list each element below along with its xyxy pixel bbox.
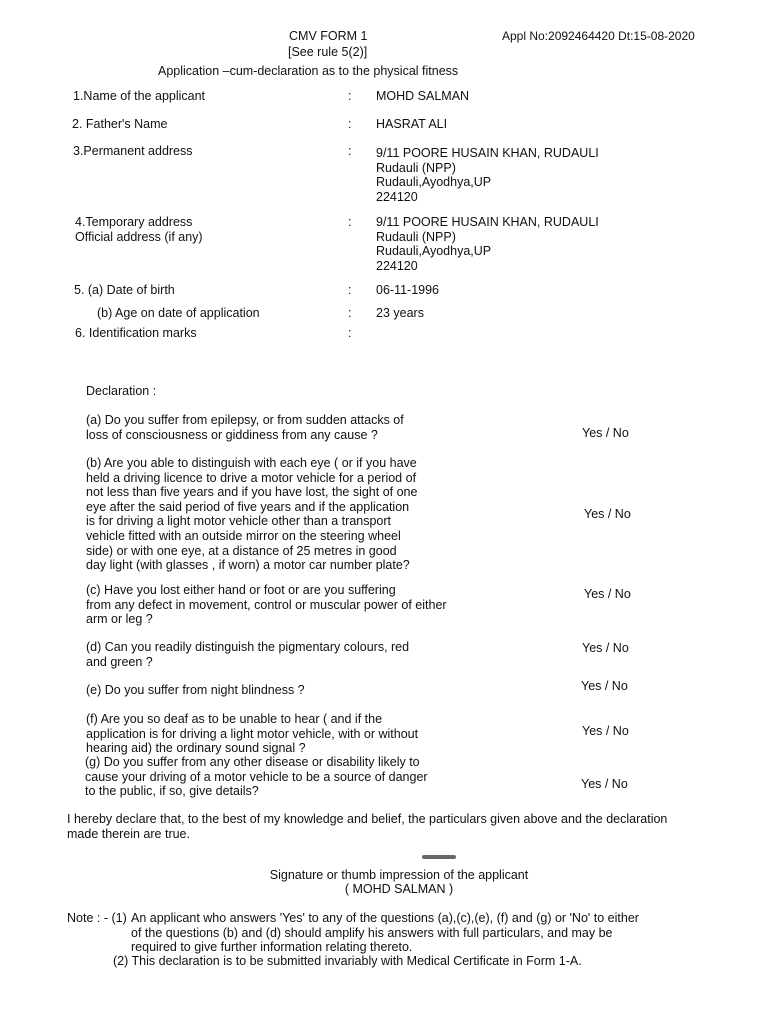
colon: : <box>348 215 352 229</box>
note-item-1: An applicant who answers 'Yes' to any of the questions (a),(c),(e), (f) and (g) or 'No' to either of the questions (b) and (d) should amplify his answers with full particulars, and may be required to give further information relating thereto. <box>131 911 639 955</box>
name-value: MOHD SALMAN <box>376 89 470 103</box>
colon: : <box>348 283 352 297</box>
form-title: CMV FORM 1 <box>289 29 368 43</box>
note-item-2: (2) This declaration is to be submitted invariably with Medical Certificate in Form 1-A. <box>113 954 582 968</box>
declaration-statement: I hereby declare that, to the best of my knowledge and belief, the particulars given above and the declaration made therein are true. <box>67 812 668 841</box>
date-of-birth-label: 5. (a) Date of birth <box>74 283 175 297</box>
question-b: (b) Are you able to distinguish with each eye ( or if you have held a driving licence to drive a motor vehicle for a period of not less than five years and if you have lost, the sight of one eye after the said period of five years and if the application is for driving a light motor vehicle other than a transport vehicle fitted with an outside mirror on the steering wheel side) or with one eye, at a distance of 25 metres in good day light (with glasses , if worn) a motor car number plate? <box>86 456 418 573</box>
age-label: (b) Age on date of application <box>97 306 260 320</box>
age-value: 23 years <box>376 306 424 320</box>
question-f: (f) Are you so deaf as to be unable to hear ( and if the application is for driving a light motor vehicle, with or without hearing aid) the ordinary sound signal ? <box>86 712 419 756</box>
answer-c: Yes / No <box>584 587 631 601</box>
signature-label: Signature or thumb impression of the applicant <box>269 868 529 882</box>
permanent-address-value: 9/11 POORE HUSAIN KHAN, RUDAULI Rudauli (NPP) Rudauli,Ayodhya,UP 224120 <box>376 146 599 204</box>
answer-g: Yes / No <box>581 777 628 791</box>
declaration-heading: Declaration : <box>86 384 157 398</box>
colon: : <box>348 326 352 340</box>
name-label: 1.Name of the applicant <box>73 89 206 103</box>
question-e: (e) Do you suffer from night blindness ? <box>86 683 305 697</box>
father-name-value: HASRAT ALI <box>376 117 448 131</box>
question-d: (d) Can you readily distinguish the pigmentary colours, red and green ? <box>86 640 410 669</box>
form-subtitle: Application –cum-declaration as to the physical fitness <box>158 64 459 78</box>
identification-marks-label: 6. Identification marks <box>75 326 197 340</box>
temporary-address-label: 4.Temporary address Official address (if any) <box>75 215 203 244</box>
question-c: (c) Have you lost either hand or foot or are you suffering from any defect in movement, control or muscular power of either arm or leg ? <box>86 583 447 627</box>
answer-a: Yes / No <box>582 426 629 440</box>
question-g: (g) Do you suffer from any other disease or disability likely to cause your driving of a motor vehicle to be a source of danger to the public, if so, give details? <box>85 755 428 799</box>
father-name-label: 2. Father's Name <box>72 117 168 131</box>
question-a: (a) Do you suffer from epilepsy, or from sudden attacks of loss of consciousness or giddiness from any cause ? <box>86 413 404 442</box>
temporary-address-value: 9/11 POORE HUSAIN KHAN, RUDAULI Rudauli (NPP) Rudauli,Ayodhya,UP 224120 <box>376 215 599 273</box>
rule-reference: [See rule 5(2)] <box>288 45 368 59</box>
colon: : <box>348 89 352 103</box>
note-prefix: Note : - (1) <box>67 911 127 925</box>
answer-b: Yes / No <box>584 507 631 521</box>
answer-e: Yes / No <box>581 679 628 693</box>
signature-mark <box>422 855 456 859</box>
colon: : <box>348 117 352 131</box>
answer-f: Yes / No <box>582 724 629 738</box>
colon: : <box>348 144 352 158</box>
answer-d: Yes / No <box>582 641 629 655</box>
colon: : <box>348 306 352 320</box>
application-number: Appl No:2092464420 Dt:15-08-2020 <box>502 29 695 43</box>
date-of-birth-value: 06-11-1996 <box>376 283 440 297</box>
permanent-address-label: 3.Permanent address <box>73 144 193 158</box>
applicant-name: ( MOHD SALMAN ) <box>344 882 454 896</box>
